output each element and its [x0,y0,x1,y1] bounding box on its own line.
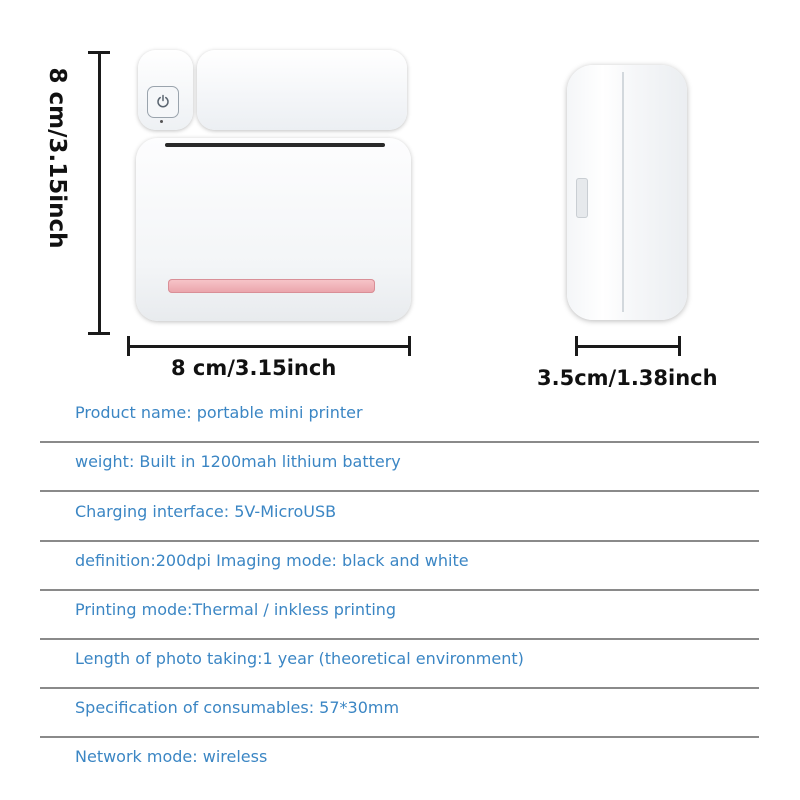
spec-text: Printing mode:Thermal / inkless printing [75,600,397,619]
depth-dimension-line [576,345,680,348]
printer-lid [197,50,407,130]
spec-text: weight: Built in 1200mah lithium battery [75,452,401,471]
spec-text: Network mode: wireless [75,747,268,766]
printer-front-body [136,138,411,321]
printer-side-seam [622,72,624,312]
spec-divider [40,589,759,591]
power-icon [156,93,170,112]
accent-light-bar [168,279,375,293]
power-button [147,86,179,118]
spec-text: Product name: portable mini printer [75,403,363,422]
indicator-led [160,120,163,123]
width-dimension-line [128,345,410,348]
spec-divider [40,638,759,640]
spec-divider [40,736,759,738]
spec-divider [40,490,759,492]
spec-row-definition [40,543,759,591]
spec-divider [40,441,759,443]
height-dimension-label: 8 cm/3.15inch [44,67,70,249]
spec-row-photo-length [40,641,759,689]
spec-row-weight [40,444,759,492]
spec-text: Charging interface: 5V-MicroUSB [75,502,337,521]
spec-divider [40,687,759,689]
spec-row-printing-mode [40,592,759,640]
depth-dimension-cap-right [678,336,681,356]
height-dimension-cap-top [88,51,110,54]
microusb-port [576,178,588,218]
height-dimension-line [98,52,101,334]
spec-text: Specification of consumables: 57*30mm [75,698,400,717]
width-dimension-cap-right [408,336,411,356]
depth-dimension-cap-left [575,336,578,356]
spec-row-product-name [40,395,759,443]
paper-output-slot [165,143,385,147]
width-dimension-label: 8 cm/3.15inch [171,356,337,380]
spec-row-charging-interface [40,494,759,542]
width-dimension-cap-left [127,336,130,356]
height-dimension-cap-bottom [88,332,110,335]
spec-row-network-mode [40,739,759,787]
depth-dimension-label: 3.5cm/1.38inch [537,366,718,390]
spec-divider [40,540,759,542]
spec-row-consumables [40,690,759,738]
spec-text: definition:200dpi Imaging mode: black and white [75,551,469,570]
spec-text: Length of photo taking:1 year (theoretical environment) [75,649,524,668]
